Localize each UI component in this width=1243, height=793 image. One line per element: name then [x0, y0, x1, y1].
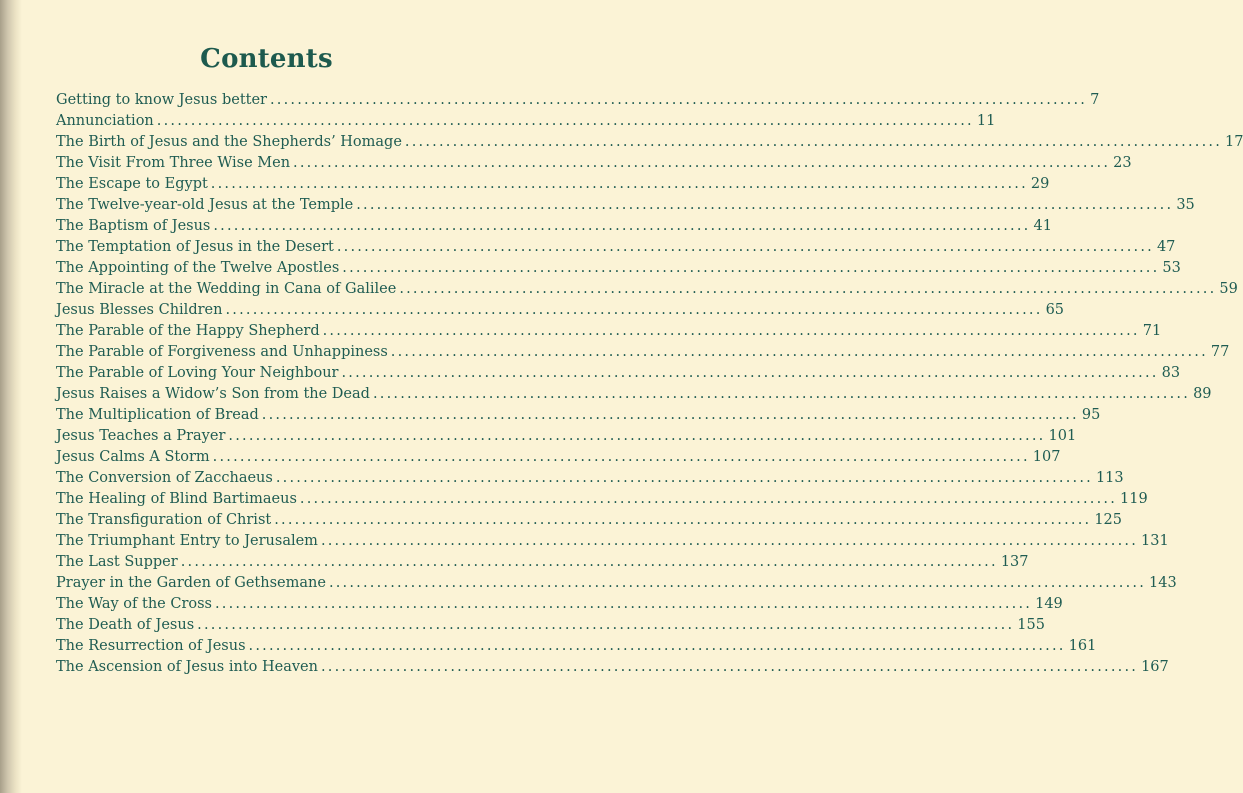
dot-leader: ........................................................................................................................ — [225, 302, 1043, 318]
toc-entry[interactable] — [56, 615, 1045, 636]
dot-leader: ........................................................................................................................ — [336, 239, 1154, 255]
toc-entry-page-number: 125 — [1094, 512, 1123, 528]
toc-entry-page-number: 77 — [1210, 344, 1230, 360]
toc-entry-title: Jesus Calms A Storm — [56, 449, 210, 465]
dot-leader: ........................................................................................................................ — [228, 428, 1046, 444]
toc-entry-title: The Birth of Jesus and the Shepherds’ Homage — [56, 134, 402, 150]
toc-entry-page-number: 95 — [1081, 407, 1101, 423]
toc-entry-page-number: 89 — [1193, 386, 1212, 402]
toc-entry[interactable] — [56, 552, 1029, 573]
toc-entry-title: The Ascension of Jesus into Heaven — [56, 659, 318, 675]
page-title: Contents — [200, 44, 333, 74]
toc-entry[interactable] — [56, 510, 1123, 531]
dot-leader: ........................................................................................................................ — [320, 533, 1139, 549]
toc-entry-page-number: 155 — [1017, 617, 1045, 633]
toc-entry-page-number: 71 — [1142, 323, 1162, 339]
dot-leader: ........................................................................................................................ — [322, 323, 1140, 339]
toc-entry-title: The Escape to Egypt — [56, 176, 208, 192]
toc-entry-title: The Baptism of Jesus — [56, 218, 211, 234]
toc-entry[interactable] — [56, 657, 1169, 678]
dot-leader: ........................................................................................................................ — [342, 260, 1160, 276]
toc-entry[interactable] — [56, 363, 1181, 384]
toc-entry[interactable] — [56, 426, 1077, 447]
dot-leader: ........................................................................................................................ — [293, 155, 1111, 171]
toc-entry-page-number: 47 — [1156, 239, 1176, 255]
toc-entry[interactable] — [56, 174, 1050, 195]
toc-entry-title: The Triumphant Entry to Jerusalem — [56, 533, 318, 549]
toc-entry[interactable] — [56, 300, 1065, 321]
toc-entry[interactable] — [56, 468, 1124, 489]
toc-entry-title: Prayer in the Garden of Gethsemane — [56, 575, 326, 591]
toc-entry-title: The Parable of Forgiveness and Unhappiness — [56, 344, 388, 360]
toc-entry[interactable] — [56, 258, 1181, 279]
dot-leader: ........................................................................................................................ — [212, 449, 1030, 465]
toc-entry-page-number: 29 — [1030, 176, 1050, 192]
toc-entry-page-number: 53 — [1162, 260, 1181, 276]
toc-entry-title: The Way of the Cross — [56, 596, 212, 612]
toc-entry[interactable] — [56, 342, 1230, 363]
dot-leader: ........................................................................................................................ — [399, 281, 1217, 297]
dot-leader: ........................................................................................................................ — [390, 344, 1208, 360]
toc-entry[interactable] — [56, 132, 1243, 153]
toc-entry-page-number: 35 — [1176, 197, 1195, 213]
dot-leader: ........................................................................................................................ — [299, 491, 1118, 507]
toc-entry-title: Jesus Raises a Widow’s Son from the Dead — [56, 386, 370, 402]
dot-leader: ........................................................................................................................ — [156, 113, 974, 129]
toc-entry-title: Jesus Teaches a Prayer — [56, 428, 226, 444]
toc-entry[interactable] — [56, 447, 1061, 468]
toc-entry-page-number: 17 — [1225, 134, 1243, 150]
dot-leader: ........................................................................................................................ — [274, 512, 1092, 528]
toc-entry-title: Annunciation — [56, 113, 154, 129]
table-of-contents — [56, 90, 1243, 678]
toc-entry[interactable] — [56, 111, 996, 132]
toc-entry-title: The Temptation of Jesus in the Desert — [56, 239, 334, 255]
dot-leader: ........................................................................................................................ — [180, 554, 998, 570]
toc-entry-title: The Conversion of Zacchaeus — [56, 470, 273, 486]
toc-entry-page-number: 131 — [1141, 533, 1169, 549]
toc-entry-page-number: 143 — [1149, 575, 1177, 591]
toc-entry-page-number: 7 — [1090, 92, 1100, 108]
toc-entry[interactable] — [56, 321, 1162, 342]
dot-leader: ........................................................................................................................ — [248, 638, 1066, 654]
toc-entry[interactable] — [56, 237, 1176, 258]
toc-entry-page-number: 23 — [1113, 155, 1132, 171]
dot-leader: ........................................................................................................................ — [215, 596, 1033, 612]
toc-entry-page-number: 11 — [976, 113, 996, 129]
toc-entry-title: The Parable of the Happy Shepherd — [56, 323, 320, 339]
toc-entry[interactable] — [56, 153, 1132, 174]
toc-entry[interactable] — [56, 216, 1052, 237]
toc-entry-title: Getting to know Jesus better — [56, 92, 267, 108]
dot-leader: ........................................................................................................................ — [275, 470, 1093, 486]
dot-leader: ........................................................................................................................ — [213, 218, 1031, 234]
toc-entry[interactable] — [56, 279, 1238, 300]
toc-entry-page-number: 137 — [1000, 554, 1029, 570]
toc-entry-title: The Miracle at the Wedding in Cana of Galilee — [56, 281, 397, 297]
toc-entry-title: The Twelve-year-old Jesus at the Temple — [56, 197, 354, 213]
dot-leader: ........................................................................................................................ — [261, 407, 1079, 423]
dot-leader: ........................................................................................................................ — [341, 365, 1159, 381]
toc-entry-page-number: 101 — [1048, 428, 1077, 444]
toc-entry-title: The Appointing of the Twelve Apostles — [56, 260, 340, 276]
toc-entry-page-number: 149 — [1035, 596, 1063, 612]
toc-entry[interactable] — [56, 594, 1063, 615]
dot-leader: ........................................................................................................................ — [356, 197, 1174, 213]
toc-entry-title: The Parable of Loving Your Neighbour — [56, 365, 339, 381]
toc-entry[interactable] — [56, 636, 1097, 657]
dot-leader: ........................................................................................................................ — [328, 575, 1147, 591]
toc-entry[interactable] — [56, 195, 1195, 216]
dot-leader: ........................................................................................................................ — [197, 617, 1015, 633]
dot-leader: ........................................................................................................................ — [269, 92, 1088, 108]
toc-entry-page-number: 107 — [1032, 449, 1061, 465]
dot-leader: ........................................................................................................................ — [372, 386, 1191, 402]
toc-entry-page-number: 83 — [1161, 365, 1181, 381]
toc-entry-page-number: 41 — [1033, 218, 1052, 234]
toc-entry-title: Jesus Blesses Children — [56, 302, 223, 318]
toc-entry-page-number: 59 — [1219, 281, 1238, 297]
toc-entry[interactable] — [56, 573, 1177, 594]
toc-entry-page-number: 161 — [1068, 638, 1097, 654]
toc-entry-title: The Last Supper — [56, 554, 178, 570]
toc-entry-title: The Death of Jesus — [56, 617, 195, 633]
toc-entry-title: The Multiplication of Bread — [56, 407, 259, 423]
toc-entry[interactable] — [56, 489, 1148, 510]
dot-leader: ........................................................................................................................ — [320, 659, 1139, 675]
dot-leader: ........................................................................................................................ — [404, 134, 1223, 150]
toc-entry-title: The Visit From Three Wise Men — [56, 155, 291, 171]
toc-entry-page-number: 65 — [1045, 302, 1065, 318]
toc-entry-title: The Transfiguration of Christ — [56, 512, 272, 528]
dot-leader: ........................................................................................................................ — [210, 176, 1028, 192]
toc-entry-page-number: 167 — [1141, 659, 1169, 675]
toc-entry-page-number: 113 — [1095, 470, 1124, 486]
toc-entry-page-number: 119 — [1120, 491, 1148, 507]
toc-entry[interactable] — [56, 531, 1169, 552]
toc-entry[interactable] — [56, 384, 1212, 405]
toc-entry[interactable] — [56, 90, 1100, 111]
toc-entry-title: The Healing of Blind Bartimaeus — [56, 491, 297, 507]
toc-entry-title: The Resurrection of Jesus — [56, 638, 246, 654]
toc-entry[interactable] — [56, 405, 1101, 426]
